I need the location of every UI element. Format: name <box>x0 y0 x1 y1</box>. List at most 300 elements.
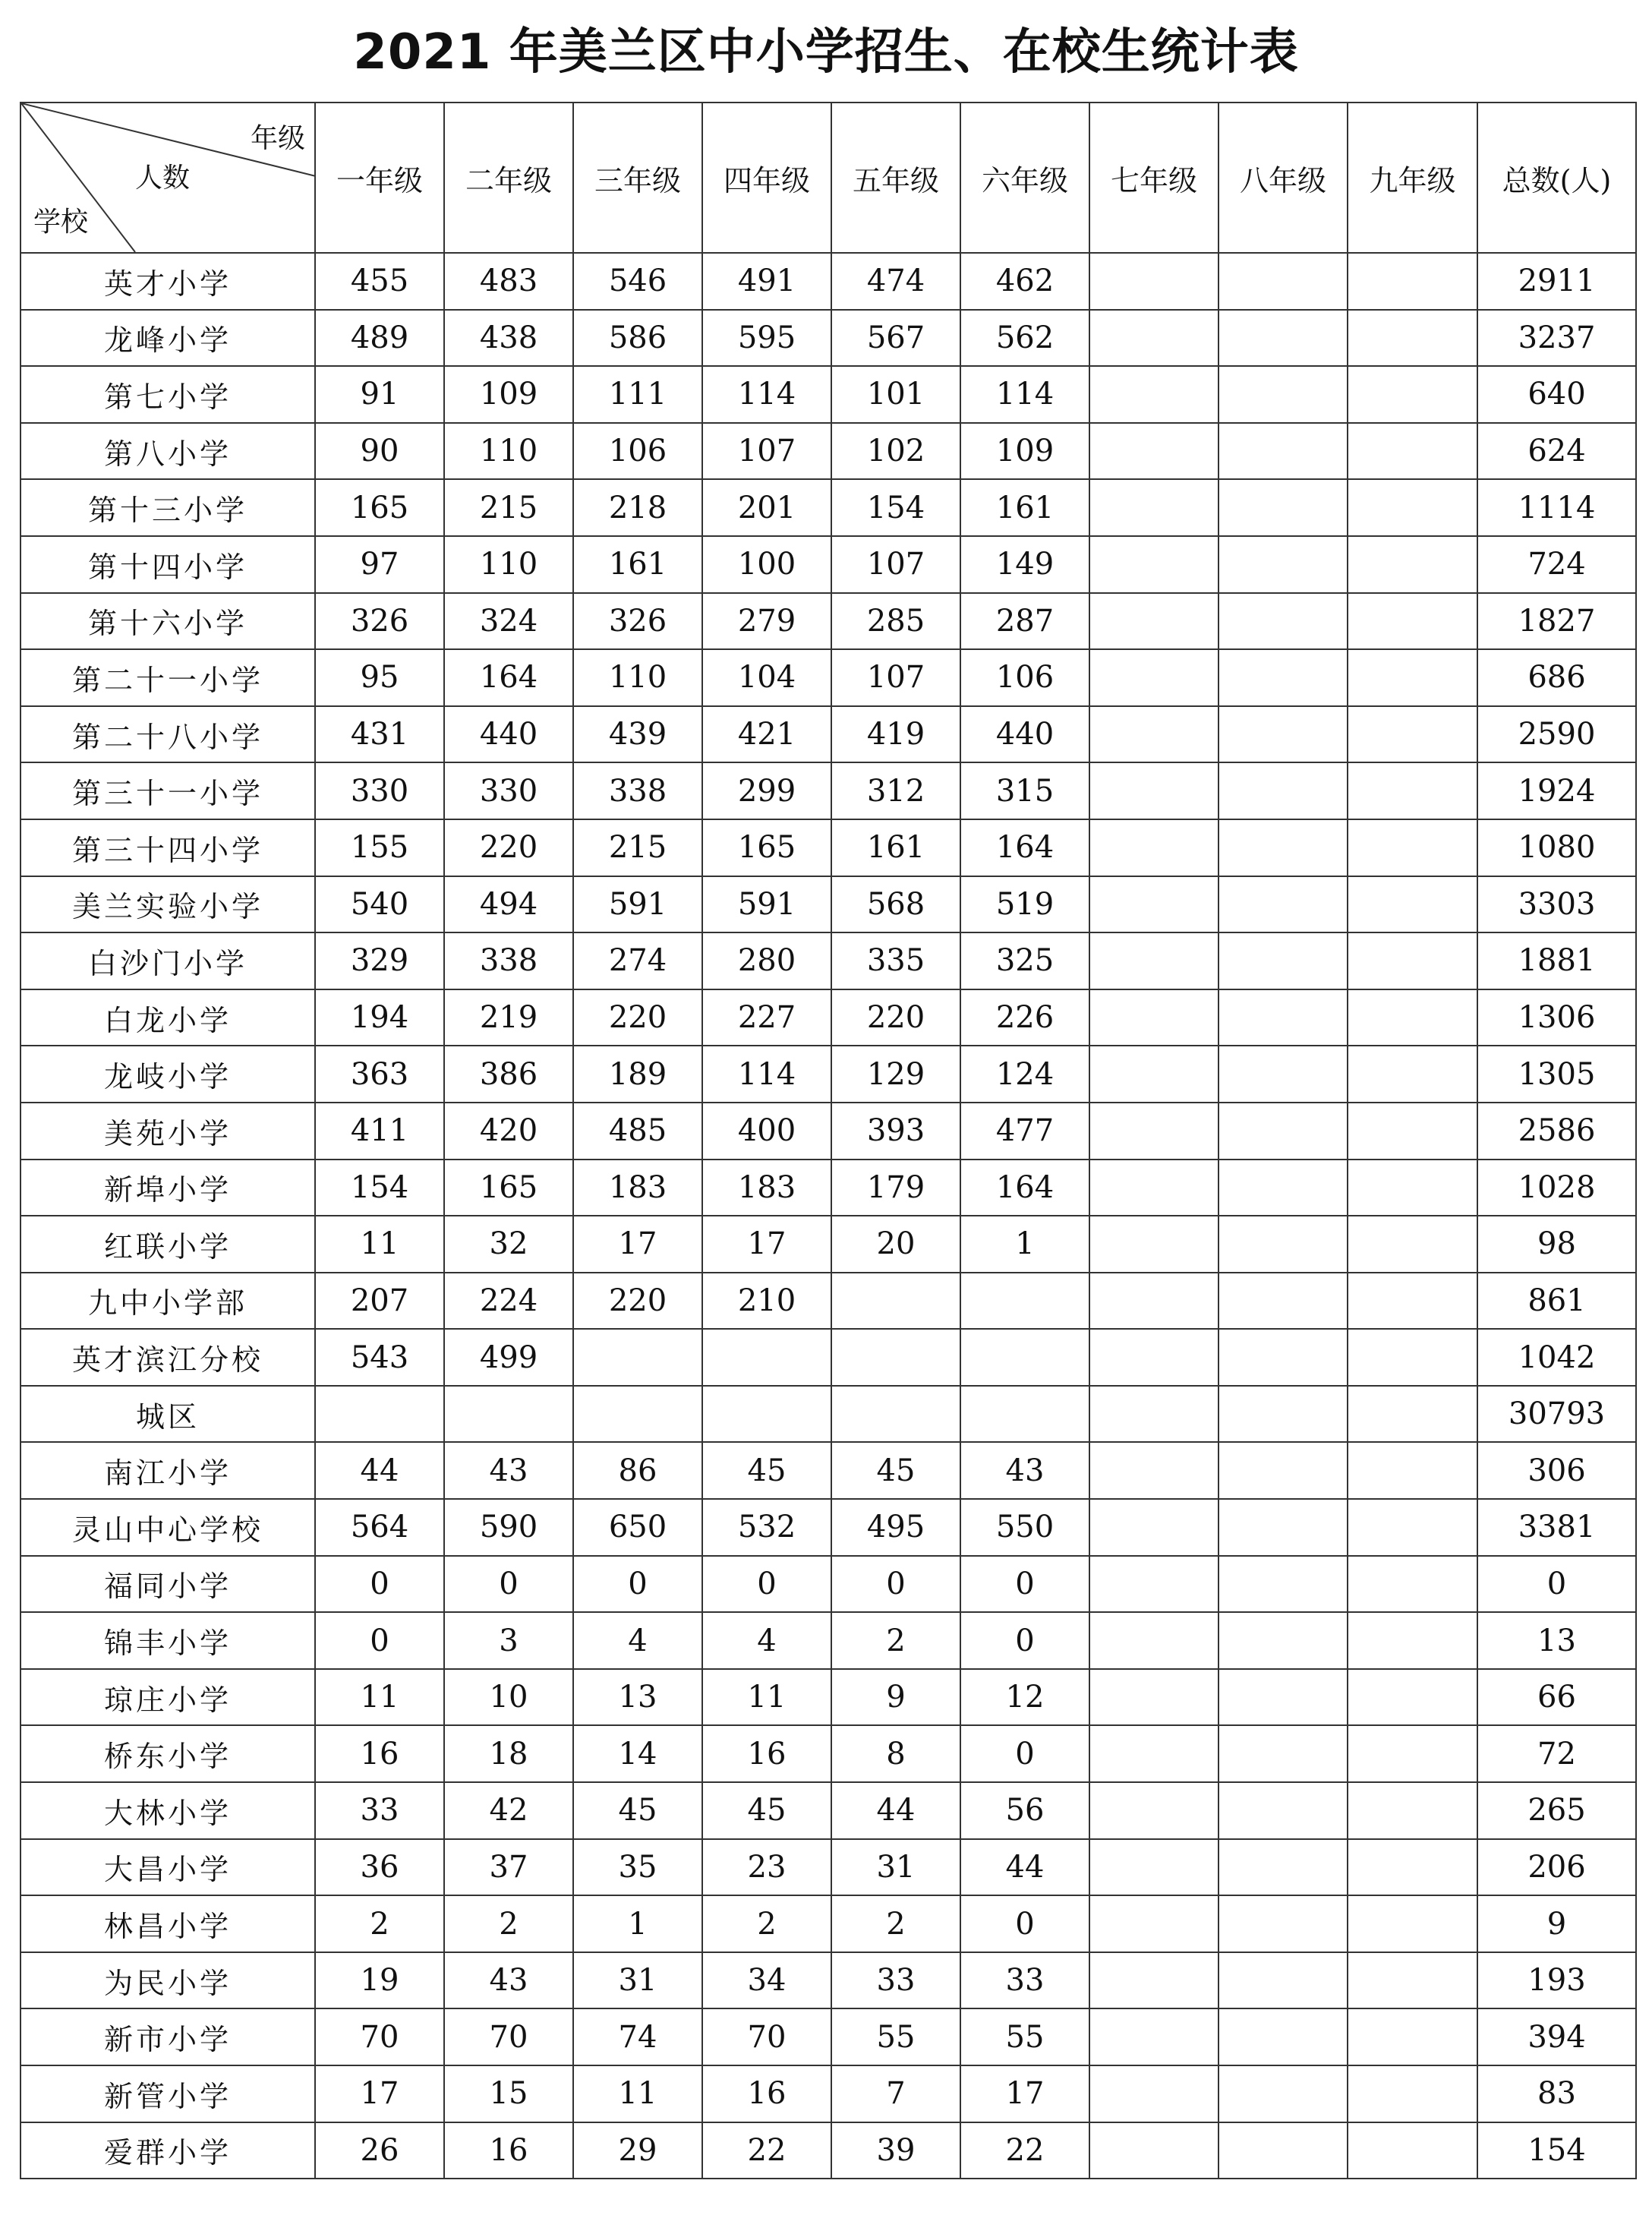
column-header: 一年级 <box>315 103 444 253</box>
value-cell: 114 <box>702 366 831 423</box>
value-cell <box>1348 1216 1477 1273</box>
value-cell: 326 <box>573 593 702 650</box>
value-cell: 386 <box>444 1046 573 1103</box>
school-name-cell: 南江小学 <box>20 1442 315 1499</box>
value-cell: 161 <box>831 819 960 876</box>
value-cell <box>1219 1103 1348 1160</box>
table-row <box>20 423 1636 480</box>
value-cell: 420 <box>444 1103 573 1160</box>
value-cell <box>960 1386 1089 1443</box>
value-cell <box>1089 989 1219 1046</box>
table-row <box>20 2122 1636 2179</box>
table-row <box>20 1782 1636 1839</box>
value-cell: 164 <box>960 819 1089 876</box>
school-name-cell: 大昌小学 <box>20 1839 315 1896</box>
value-cell: 33 <box>315 1782 444 1839</box>
table-row <box>20 593 1636 650</box>
value-cell: 97 <box>315 536 444 593</box>
value-cell <box>1219 1556 1348 1613</box>
column-header: 三年级 <box>573 103 702 253</box>
value-cell <box>1348 1329 1477 1386</box>
value-cell <box>1219 1782 1348 1839</box>
value-cell: 70 <box>315 2008 444 2065</box>
value-cell <box>573 1386 702 1443</box>
value-cell: 591 <box>702 876 831 933</box>
value-cell: 114 <box>960 366 1089 423</box>
table-row <box>20 2065 1636 2122</box>
value-cell: 394 <box>1477 2008 1636 2065</box>
value-cell <box>1089 1839 1219 1896</box>
value-cell: 265 <box>1477 1782 1636 1839</box>
value-cell: 1306 <box>1477 989 1636 1046</box>
value-cell: 1028 <box>1477 1160 1636 1216</box>
value-cell: 7 <box>831 2065 960 2122</box>
value-cell <box>1348 2008 1477 2065</box>
value-cell: 129 <box>831 1046 960 1103</box>
header-row <box>20 103 1636 253</box>
column-header: 二年级 <box>444 103 573 253</box>
value-cell: 19 <box>315 1952 444 2009</box>
value-cell: 74 <box>573 2008 702 2065</box>
value-cell <box>1348 1669 1477 1726</box>
value-cell: 220 <box>831 989 960 1046</box>
value-cell: 439 <box>573 706 702 763</box>
value-cell: 43 <box>444 1952 573 2009</box>
value-cell <box>1089 1556 1219 1613</box>
value-cell <box>1348 876 1477 933</box>
value-cell: 9 <box>1477 1895 1636 1952</box>
value-cell: 2 <box>444 1895 573 1952</box>
value-cell: 315 <box>960 762 1089 819</box>
value-cell: 31 <box>831 1839 960 1896</box>
school-name-cell: 桥东小学 <box>20 1725 315 1782</box>
value-cell: 567 <box>831 310 960 367</box>
value-cell: 477 <box>960 1103 1089 1160</box>
value-cell: 489 <box>315 310 444 367</box>
value-cell: 17 <box>960 2065 1089 2122</box>
school-name-cell: 第三十一小学 <box>20 762 315 819</box>
value-cell: 164 <box>444 649 573 706</box>
column-header: 九年级 <box>1348 103 1477 253</box>
value-cell: 98 <box>1477 1216 1636 1273</box>
value-cell: 0 <box>444 1556 573 1613</box>
value-cell: 495 <box>831 1499 960 1556</box>
school-name-cell: 龙岐小学 <box>20 1046 315 1103</box>
value-cell <box>702 1329 831 1386</box>
school-name-cell: 第十六小学 <box>20 593 315 650</box>
value-cell: 10 <box>444 1669 573 1726</box>
value-cell: 95 <box>315 649 444 706</box>
value-cell: 640 <box>1477 366 1636 423</box>
value-cell: 564 <box>315 1499 444 1556</box>
value-cell: 55 <box>960 2008 1089 2065</box>
value-cell: 31 <box>573 1952 702 2009</box>
value-cell: 220 <box>573 989 702 1046</box>
value-cell: 45 <box>573 1782 702 1839</box>
value-cell <box>1089 423 1219 480</box>
value-cell: 16 <box>702 2065 831 2122</box>
value-cell <box>1348 536 1477 593</box>
value-cell: 440 <box>444 706 573 763</box>
table-row <box>20 1839 1636 1896</box>
value-cell: 224 <box>444 1273 573 1330</box>
value-cell <box>1219 1612 1348 1669</box>
value-cell <box>1089 2065 1219 2122</box>
value-cell <box>1348 819 1477 876</box>
value-cell: 15 <box>444 2065 573 2122</box>
table-body <box>20 253 1636 2179</box>
table-row <box>20 1386 1636 1443</box>
corner-label-count: 人数 <box>135 162 191 194</box>
value-cell: 70 <box>444 2008 573 2065</box>
value-cell: 1827 <box>1477 593 1636 650</box>
value-cell <box>1089 479 1219 536</box>
column-header: 八年级 <box>1219 103 1348 253</box>
school-name-cell: 福同小学 <box>20 1556 315 1613</box>
value-cell: 201 <box>702 479 831 536</box>
value-cell: 215 <box>444 479 573 536</box>
table-row <box>20 2008 1636 2065</box>
value-cell <box>1089 1669 1219 1726</box>
value-cell: 590 <box>444 1499 573 1556</box>
value-cell: 499 <box>444 1329 573 1386</box>
value-cell: 32 <box>444 1216 573 1273</box>
value-cell: 210 <box>702 1273 831 1330</box>
enrollment-table <box>20 102 1637 2179</box>
value-cell: 462 <box>960 253 1089 310</box>
table-row <box>20 1329 1636 1386</box>
table-row <box>20 253 1636 310</box>
value-cell: 0 <box>831 1556 960 1613</box>
table-row <box>20 1160 1636 1216</box>
value-cell: 2 <box>315 1895 444 1952</box>
value-cell: 11 <box>573 2065 702 2122</box>
table-row <box>20 366 1636 423</box>
value-cell <box>1219 310 1348 367</box>
value-cell <box>1348 1725 1477 1782</box>
value-cell: 45 <box>831 1442 960 1499</box>
value-cell: 227 <box>702 989 831 1046</box>
value-cell <box>1089 2008 1219 2065</box>
column-header: 总数(人) <box>1477 103 1636 253</box>
value-cell <box>1348 366 1477 423</box>
value-cell: 0 <box>315 1556 444 1613</box>
value-cell: 30793 <box>1477 1386 1636 1443</box>
value-cell <box>1089 1725 1219 1782</box>
value-cell: 44 <box>831 1782 960 1839</box>
value-cell: 17 <box>702 1216 831 1273</box>
school-name-cell: 美苑小学 <box>20 1103 315 1160</box>
value-cell: 86 <box>573 1442 702 1499</box>
value-cell: 161 <box>960 479 1089 536</box>
value-cell <box>1219 762 1348 819</box>
value-cell: 154 <box>315 1160 444 1216</box>
corner-label-grade: 年级 <box>250 123 305 154</box>
value-cell: 183 <box>702 1160 831 1216</box>
value-cell: 39 <box>831 2122 960 2179</box>
column-header: 七年级 <box>1089 103 1219 253</box>
value-cell: 26 <box>315 2122 444 2179</box>
value-cell <box>1348 423 1477 480</box>
value-cell: 109 <box>444 366 573 423</box>
value-cell: 312 <box>831 762 960 819</box>
value-cell: 4 <box>573 1612 702 1669</box>
value-cell: 114 <box>702 1046 831 1103</box>
school-name-cell: 新市小学 <box>20 2008 315 2065</box>
value-cell: 219 <box>444 989 573 1046</box>
value-cell <box>1089 649 1219 706</box>
school-name-cell: 红联小学 <box>20 1216 315 1273</box>
school-name-cell: 白沙门小学 <box>20 932 315 989</box>
value-cell: 455 <box>315 253 444 310</box>
value-cell: 44 <box>315 1442 444 1499</box>
value-cell: 218 <box>573 479 702 536</box>
value-cell: 45 <box>702 1442 831 1499</box>
value-cell: 0 <box>1477 1556 1636 1613</box>
value-cell <box>1089 1329 1219 1386</box>
value-cell <box>1089 1273 1219 1330</box>
school-name-cell: 为民小学 <box>20 1952 315 2009</box>
value-cell: 550 <box>960 1499 1089 1556</box>
value-cell: 102 <box>831 423 960 480</box>
value-cell: 1 <box>960 1216 1089 1273</box>
value-cell: 335 <box>831 932 960 989</box>
table-row <box>20 1442 1636 1499</box>
value-cell <box>1089 2122 1219 2179</box>
value-cell <box>1219 1160 1348 1216</box>
value-cell: 13 <box>1477 1612 1636 1669</box>
value-cell: 17 <box>573 1216 702 1273</box>
school-name-cell: 第二十一小学 <box>20 649 315 706</box>
value-cell <box>1219 593 1348 650</box>
value-cell <box>1219 1442 1348 1499</box>
value-cell <box>1089 819 1219 876</box>
value-cell: 23 <box>702 1839 831 1896</box>
value-cell: 287 <box>960 593 1089 650</box>
table-row <box>20 536 1636 593</box>
value-cell: 106 <box>960 649 1089 706</box>
value-cell: 70 <box>702 2008 831 2065</box>
value-cell: 161 <box>573 536 702 593</box>
value-cell: 1114 <box>1477 479 1636 536</box>
value-cell: 2586 <box>1477 1103 1636 1160</box>
value-cell: 650 <box>573 1499 702 1556</box>
value-cell: 45 <box>702 1782 831 1839</box>
value-cell <box>1348 1782 1477 1839</box>
value-cell: 0 <box>702 1556 831 1613</box>
value-cell: 100 <box>702 536 831 593</box>
school-name-cell: 锦丰小学 <box>20 1612 315 1669</box>
table-row <box>20 1612 1636 1669</box>
value-cell: 9 <box>831 1669 960 1726</box>
value-cell <box>1348 1160 1477 1216</box>
value-cell: 56 <box>960 1782 1089 1839</box>
value-cell: 111 <box>573 366 702 423</box>
value-cell <box>1219 1216 1348 1273</box>
value-cell: 22 <box>960 2122 1089 2179</box>
school-name-cell: 第七小学 <box>20 366 315 423</box>
school-name-cell: 第八小学 <box>20 423 315 480</box>
value-cell <box>1089 876 1219 933</box>
school-name-cell: 九中小学部 <box>20 1273 315 1330</box>
value-cell: 519 <box>960 876 1089 933</box>
value-cell <box>1089 1442 1219 1499</box>
value-cell: 1080 <box>1477 819 1636 876</box>
value-cell <box>1089 253 1219 310</box>
value-cell: 193 <box>1477 1952 1636 2009</box>
value-cell: 494 <box>444 876 573 933</box>
value-cell: 35 <box>573 1839 702 1896</box>
school-name-cell: 林昌小学 <box>20 1895 315 1952</box>
value-cell <box>1219 1273 1348 1330</box>
value-cell: 110 <box>444 423 573 480</box>
value-cell: 1924 <box>1477 762 1636 819</box>
value-cell <box>1219 253 1348 310</box>
value-cell <box>1219 2122 1348 2179</box>
value-cell: 189 <box>573 1046 702 1103</box>
value-cell: 13 <box>573 1669 702 1726</box>
value-cell: 324 <box>444 593 573 650</box>
school-name-cell: 琼庄小学 <box>20 1669 315 1726</box>
value-cell: 861 <box>1477 1273 1636 1330</box>
school-name-cell: 白龙小学 <box>20 989 315 1046</box>
value-cell <box>1089 1895 1219 1952</box>
value-cell: 0 <box>960 1725 1089 1782</box>
value-cell <box>1089 1612 1219 1669</box>
value-cell: 325 <box>960 932 1089 989</box>
value-cell <box>1089 932 1219 989</box>
value-cell <box>1348 1103 1477 1160</box>
value-cell <box>1089 1386 1219 1443</box>
value-cell: 107 <box>831 536 960 593</box>
value-cell: 2590 <box>1477 706 1636 763</box>
value-cell: 11 <box>315 1669 444 1726</box>
value-cell <box>1348 1612 1477 1669</box>
value-cell: 279 <box>702 593 831 650</box>
school-name-cell: 龙峰小学 <box>20 310 315 367</box>
value-cell <box>1348 2065 1477 2122</box>
value-cell: 0 <box>960 1556 1089 1613</box>
value-cell: 338 <box>444 932 573 989</box>
value-cell <box>1089 1782 1219 1839</box>
school-name-cell: 爱群小学 <box>20 2122 315 2179</box>
value-cell: 11 <box>702 1669 831 1726</box>
school-name-cell: 第三十四小学 <box>20 819 315 876</box>
value-cell <box>960 1329 1089 1386</box>
value-cell: 419 <box>831 706 960 763</box>
table-row <box>20 762 1636 819</box>
value-cell: 540 <box>315 876 444 933</box>
table-row <box>20 649 1636 706</box>
corner-label-school: 学校 <box>33 207 89 238</box>
value-cell <box>1219 1386 1348 1443</box>
value-cell: 226 <box>960 989 1089 1046</box>
value-cell: 400 <box>702 1103 831 1160</box>
value-cell: 4 <box>702 1612 831 1669</box>
column-header: 六年级 <box>960 103 1089 253</box>
value-cell: 2 <box>831 1895 960 1952</box>
value-cell: 165 <box>444 1160 573 1216</box>
value-cell: 18 <box>444 1725 573 1782</box>
value-cell: 43 <box>444 1442 573 1499</box>
value-cell: 3303 <box>1477 876 1636 933</box>
value-cell: 106 <box>573 423 702 480</box>
table-row <box>20 1725 1636 1782</box>
value-cell: 624 <box>1477 423 1636 480</box>
table-row <box>20 1273 1636 1330</box>
value-cell: 90 <box>315 423 444 480</box>
value-cell <box>960 1273 1089 1330</box>
column-header: 四年级 <box>702 103 831 253</box>
value-cell: 1 <box>573 1895 702 1952</box>
table-row <box>20 989 1636 1046</box>
value-cell <box>1089 1499 1219 1556</box>
value-cell: 431 <box>315 706 444 763</box>
value-cell <box>1348 1895 1477 1952</box>
value-cell: 44 <box>960 1839 1089 1896</box>
value-cell: 220 <box>573 1273 702 1330</box>
table-row <box>20 1669 1636 1726</box>
value-cell <box>1348 1556 1477 1613</box>
value-cell <box>1348 253 1477 310</box>
value-cell: 8 <box>831 1725 960 1782</box>
value-cell: 491 <box>702 253 831 310</box>
value-cell <box>1219 876 1348 933</box>
value-cell: 1042 <box>1477 1329 1636 1386</box>
value-cell: 110 <box>573 649 702 706</box>
school-name-cell: 城区 <box>20 1386 315 1443</box>
value-cell: 2 <box>831 1612 960 1669</box>
value-cell <box>1219 1046 1348 1103</box>
table-row <box>20 932 1636 989</box>
value-cell <box>1348 989 1477 1046</box>
value-cell <box>1089 536 1219 593</box>
value-cell <box>1089 366 1219 423</box>
value-cell <box>1219 1329 1348 1386</box>
table-row <box>20 1895 1636 1952</box>
value-cell: 206 <box>1477 1839 1636 1896</box>
school-name-cell: 英才小学 <box>20 253 315 310</box>
value-cell <box>702 1386 831 1443</box>
school-name-cell: 新埠小学 <box>20 1160 315 1216</box>
value-cell: 22 <box>702 2122 831 2179</box>
value-cell: 155 <box>315 819 444 876</box>
value-cell: 330 <box>315 762 444 819</box>
value-cell: 724 <box>1477 536 1636 593</box>
value-cell <box>1219 1669 1348 1726</box>
value-cell: 0 <box>960 1895 1089 1952</box>
value-cell <box>1348 762 1477 819</box>
value-cell: 72 <box>1477 1725 1636 1782</box>
school-name-cell: 美兰实验小学 <box>20 876 315 933</box>
value-cell: 421 <box>702 706 831 763</box>
value-cell <box>1089 310 1219 367</box>
value-cell: 154 <box>831 479 960 536</box>
value-cell <box>1219 1952 1348 2009</box>
table-row <box>20 1216 1636 1273</box>
table-row <box>20 479 1636 536</box>
value-cell <box>1219 1725 1348 1782</box>
value-cell <box>1089 1216 1219 1273</box>
value-cell <box>1089 1103 1219 1160</box>
value-cell <box>1089 762 1219 819</box>
value-cell: 1881 <box>1477 932 1636 989</box>
value-cell: 11 <box>315 1216 444 1273</box>
value-cell <box>1348 1386 1477 1443</box>
value-cell <box>1348 2122 1477 2179</box>
value-cell: 485 <box>573 1103 702 1160</box>
value-cell <box>1219 1895 1348 1952</box>
